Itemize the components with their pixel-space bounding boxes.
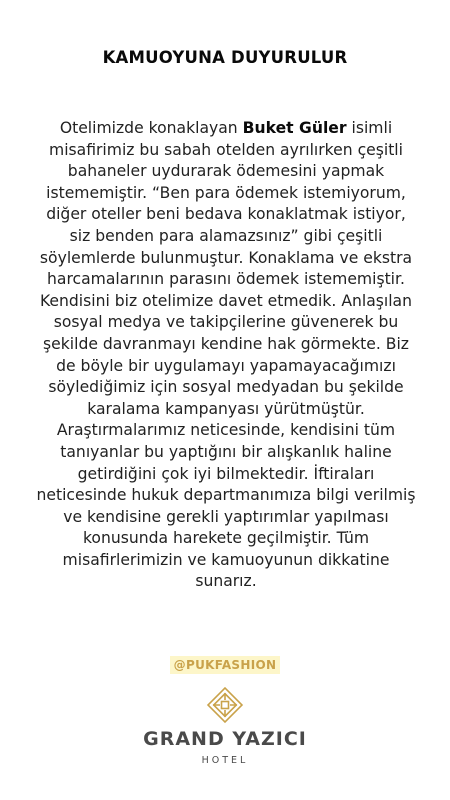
body-lead: Otelimizde konaklayan (59, 119, 243, 137)
brand-name: GRAND YAZICI (143, 728, 307, 750)
brand-subtitle: HOTEL (201, 755, 249, 766)
watermark-handle: @PUKFASHION (170, 656, 281, 674)
announcement-body (34, 118, 418, 593)
grand-yazici-logo-icon (204, 684, 246, 726)
announcement-title: KAMUOYUNA DUYURULUR (102, 48, 348, 67)
guest-name: Buket Güler (242, 119, 347, 137)
body-text: isimli misafirimiz bu sabah otelden ayrılırken çeşitli bahaneler uydurarak ödemesini yapmak istememiştir. “Ben para ödemek istemiyorum, diğer oteller beni bedava konaklatmak istiyor, siz benden para alamazsınız” gibi çeşitli söylemlerde bulunmuştur. Konaklama ve ekstra harcamalarının parasını ödemek istememiştir. Kendisini biz otelimize davet etmedik. Anlaşılan sosyal medya ve takipçilerine güvenerek bu şekilde davranmayı kendine hak görmekte. Biz de böyle bir uygulamayı yapamayacağımızı söylediğimiz için sosyal medyadan bu şekilde karalama kampanyası yürütmüştür. Araştırmalarımız neticesinde, kendisini tüm tanıyanlar bu yaptığını bir alışkanlık haline getirdiğini çok iyi bilmektedir. İftiraları neticesinde hukuk departmanımıza bilgi verilmiş ve kendisine gerekli yaptırımlar yapılması konusunda harekete geçilmiştir. Tüm misafirlerimizin ve kamuoyunun dikkatine sunarız. (36, 119, 416, 591)
watermark-tag (0, 654, 450, 674)
